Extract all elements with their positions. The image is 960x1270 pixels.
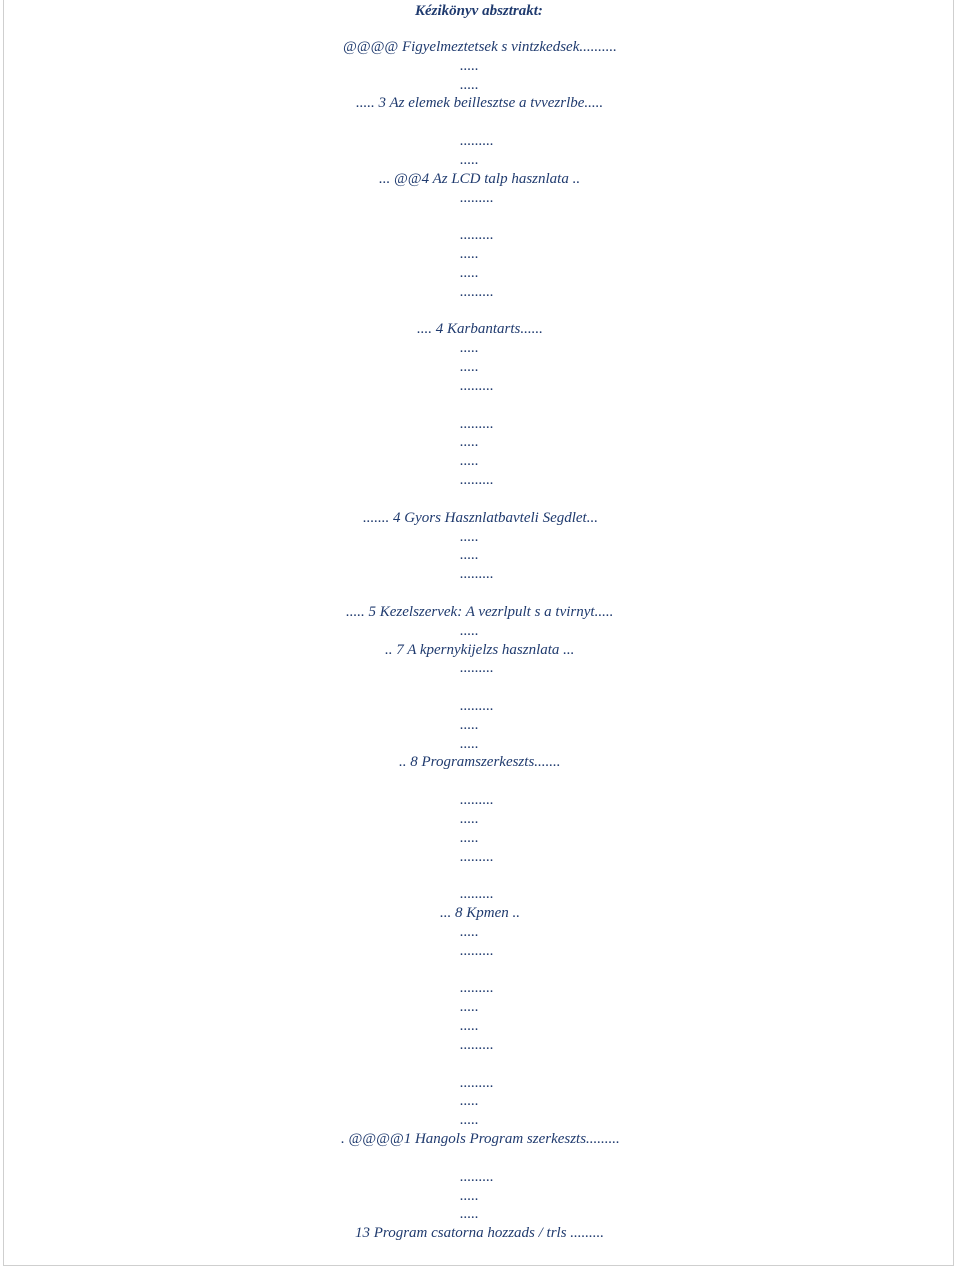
toc-line bbox=[0, 829, 960, 848]
toc-line-text: ......... bbox=[460, 792, 494, 809]
toc-line bbox=[0, 1205, 960, 1224]
toc-line bbox=[0, 339, 960, 358]
toc-blank-line bbox=[0, 1055, 960, 1074]
toc-line bbox=[0, 245, 960, 264]
toc-line-text: . @@@@1 Hangols Program szerkeszts......... bbox=[341, 1131, 620, 1148]
toc-line-text: ......... bbox=[460, 377, 494, 394]
toc-line-text: ... @@4 Az LCD talp hasznlata .. bbox=[379, 170, 581, 187]
toc-blank-line bbox=[0, 490, 960, 509]
toc-line bbox=[0, 1074, 960, 1093]
toc-line bbox=[0, 791, 960, 810]
toc-line-text: ......... bbox=[460, 283, 494, 300]
toc-line-text: ..... bbox=[460, 735, 479, 752]
toc-blank-line bbox=[0, 113, 960, 132]
toc-line-text: ..... bbox=[460, 264, 479, 281]
toc-line bbox=[0, 810, 960, 829]
toc-line-text: ......... bbox=[460, 848, 494, 865]
toc-line-text: ..... bbox=[460, 1018, 479, 1035]
toc-line bbox=[0, 923, 960, 942]
toc-line-text: ......... bbox=[460, 697, 494, 714]
toc-line-text: ......... bbox=[460, 227, 494, 244]
toc-line bbox=[0, 283, 960, 302]
toc-line-text: ..... bbox=[460, 453, 479, 470]
toc-line bbox=[0, 170, 960, 189]
toc-line-text: ......... bbox=[460, 942, 494, 959]
toc-line bbox=[0, 132, 960, 151]
toc-line-text: ..... bbox=[460, 1112, 479, 1129]
toc-line-text: .. 7 A kpernykijelzs hasznlata ... bbox=[385, 641, 575, 658]
toc-line-text: ..... bbox=[460, 528, 479, 545]
toc-line-text: ..... bbox=[460, 340, 479, 357]
toc-line bbox=[0, 697, 960, 716]
toc-line-text: ..... bbox=[460, 547, 479, 564]
toc-line bbox=[0, 471, 960, 490]
toc-line bbox=[0, 377, 960, 396]
toc-line-text: ..... bbox=[460, 999, 479, 1016]
toc-line-text: ..... bbox=[460, 829, 479, 846]
toc-line-text: ......... bbox=[460, 1074, 494, 1091]
toc-line-text: ......... bbox=[460, 472, 494, 489]
toc-line bbox=[0, 189, 960, 208]
toc-line bbox=[0, 151, 960, 170]
toc-line-text: ..... bbox=[460, 810, 479, 827]
toc-line bbox=[0, 546, 960, 565]
toc-line-text: ..... bbox=[460, 622, 479, 639]
toc-line bbox=[0, 358, 960, 377]
toc-line bbox=[0, 565, 960, 584]
toc-line bbox=[0, 1036, 960, 1055]
toc-line bbox=[0, 1017, 960, 1036]
toc-line bbox=[0, 1168, 960, 1187]
toc-line bbox=[0, 509, 960, 528]
toc-line-text: ..... bbox=[460, 359, 479, 376]
toc-blank-line bbox=[0, 396, 960, 415]
toc-line-text: ......... bbox=[460, 1036, 494, 1053]
toc-blank-line bbox=[0, 678, 960, 697]
toc-blank-line bbox=[0, 207, 960, 226]
toc-line bbox=[0, 716, 960, 735]
toc-line bbox=[0, 942, 960, 961]
toc-line bbox=[0, 528, 960, 547]
toc-line bbox=[0, 1187, 960, 1206]
toc-line bbox=[0, 659, 960, 678]
toc-line-text: ..... bbox=[460, 1206, 479, 1223]
toc-line bbox=[0, 76, 960, 95]
toc-blank-line bbox=[0, 1149, 960, 1168]
toc-line bbox=[0, 433, 960, 452]
toc-blank-line bbox=[0, 584, 960, 603]
toc-line-text: ......... bbox=[460, 886, 494, 903]
toc-blank-line bbox=[0, 866, 960, 885]
toc-line bbox=[0, 1224, 960, 1243]
toc-line bbox=[0, 226, 960, 245]
toc-line-text: ......... bbox=[460, 189, 494, 206]
toc-line-text: ..... 3 Az elemek beillesztse a tvvezrlbe..... bbox=[356, 95, 604, 112]
toc-blank-line bbox=[0, 772, 960, 791]
toc-line-text: .... 4 Karbantarts...... bbox=[417, 321, 543, 338]
toc-line-text: ......... bbox=[460, 980, 494, 997]
toc-line bbox=[0, 603, 960, 622]
toc-line bbox=[0, 320, 960, 339]
toc-line-text: ..... bbox=[460, 1187, 479, 1204]
toc-line-text: ... 8 Kpmen .. bbox=[440, 905, 520, 922]
toc-line-text: 13 Program csatorna hozzads / trls ......... bbox=[355, 1225, 605, 1242]
toc-line bbox=[0, 753, 960, 772]
toc-line bbox=[0, 1130, 960, 1149]
toc-line bbox=[0, 38, 960, 57]
toc-line-text: ..... bbox=[460, 716, 479, 733]
toc-line-text: ..... bbox=[460, 57, 479, 74]
toc-line bbox=[0, 998, 960, 1017]
toc-blank-line bbox=[0, 961, 960, 980]
toc-line bbox=[0, 1092, 960, 1111]
toc-line bbox=[0, 904, 960, 923]
toc-line-text: ..... 5 Kezelszervek: A vezrlpult s a tvirnyt..... bbox=[346, 603, 614, 620]
toc-line-text: .. 8 Programszerkeszts....... bbox=[399, 754, 561, 771]
toc-line bbox=[0, 1111, 960, 1130]
toc-line-text: ......... bbox=[460, 566, 494, 583]
toc-line bbox=[0, 415, 960, 434]
toc-line-text: ..... bbox=[460, 1093, 479, 1110]
toc-list bbox=[0, 38, 960, 1243]
toc-line-text: ......... bbox=[460, 660, 494, 677]
toc-line-text: ......... bbox=[460, 133, 494, 150]
toc-line-text: ....... 4 Gyors Hasznlatbavteli Segdlet... bbox=[363, 509, 598, 526]
toc-line-text: ..... bbox=[460, 923, 479, 940]
toc-line-text: ..... bbox=[460, 246, 479, 263]
toc-line bbox=[0, 641, 960, 660]
toc-line bbox=[0, 979, 960, 998]
toc-blank-line bbox=[0, 302, 960, 321]
toc-line bbox=[0, 57, 960, 76]
toc-line-text: ..... bbox=[460, 76, 479, 93]
toc-line-text: ..... bbox=[460, 434, 479, 451]
toc-line-text: @@@@ Figyelmeztetsek s vintzkedsek.......... bbox=[343, 39, 617, 55]
toc-line-text: ..... bbox=[460, 151, 479, 168]
document-title: Kézikönyv absztrakt: bbox=[415, 3, 543, 19]
toc-line bbox=[0, 735, 960, 754]
toc-line-text: ......... bbox=[460, 415, 494, 432]
toc-line-text: ......... bbox=[460, 1168, 494, 1185]
toc-line bbox=[0, 622, 960, 641]
toc-line bbox=[0, 885, 960, 904]
toc-line bbox=[0, 452, 960, 471]
toc-line bbox=[0, 848, 960, 867]
toc-line bbox=[0, 264, 960, 283]
toc-line bbox=[0, 94, 960, 113]
